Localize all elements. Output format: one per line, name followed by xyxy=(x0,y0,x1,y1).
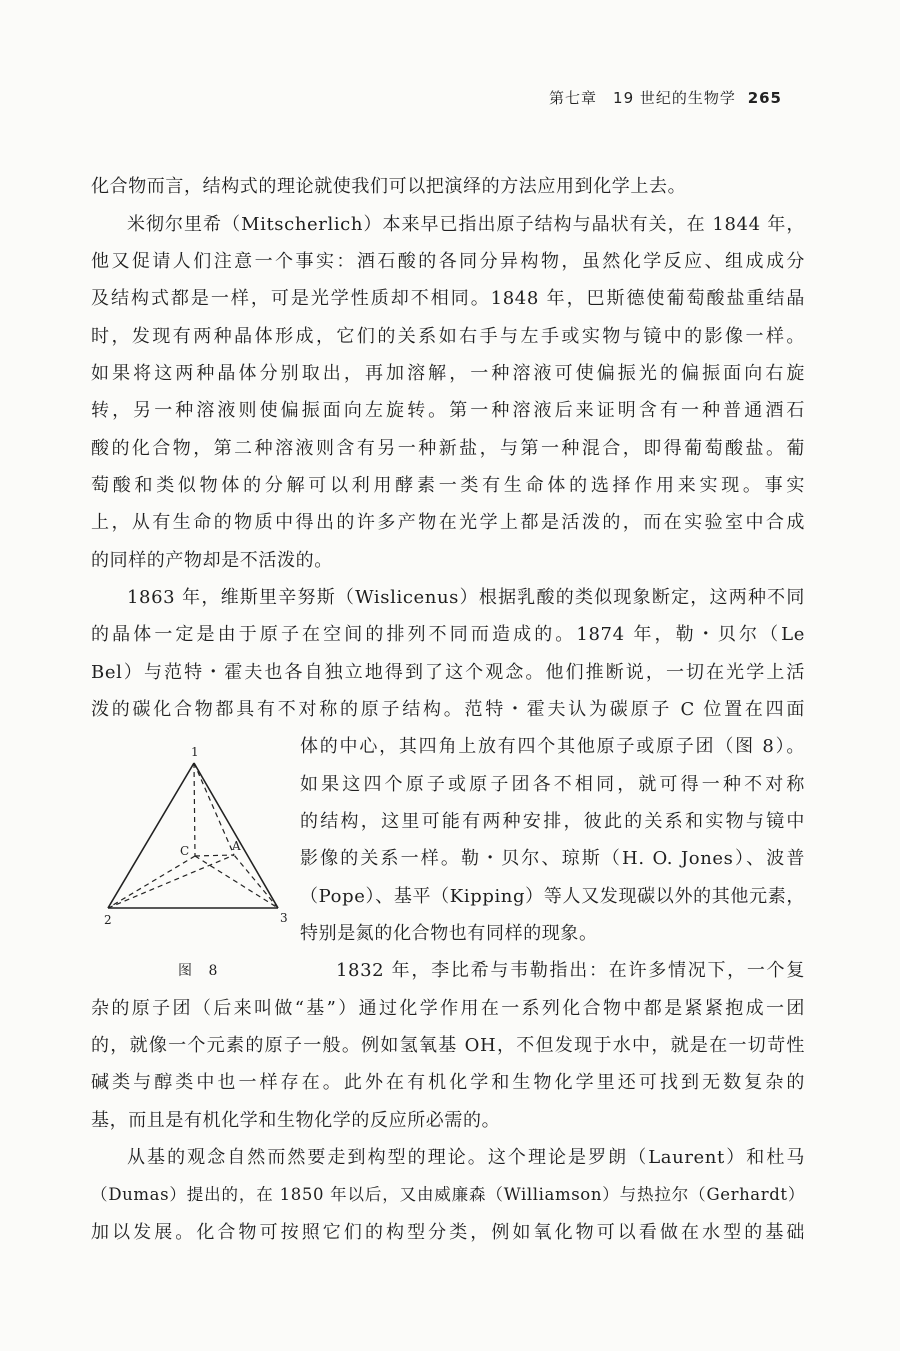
text-line: 米彻尔里希（Mitscherlich）本来早已指出原子结构与晶状有关，在 1844 年， xyxy=(127,214,805,235)
text-line: 1863 年，维斯里辛努斯（Wislicenus）根据乳酸的类似现象断定，这两种不同 xyxy=(127,587,805,608)
vertex-label-1: 1 xyxy=(191,745,199,759)
tetrahedron-figure xyxy=(100,738,300,928)
dashed-edge-c-a xyxy=(195,855,234,856)
tetrahedron-diagram xyxy=(100,738,300,928)
text-line: 如果将这两种晶体分别取出，再加溶解，一种溶液可使偏振光的偏振面向右旋 xyxy=(91,363,805,384)
dashed-edge-2-a xyxy=(108,855,234,908)
dashed-edge-3-a xyxy=(234,855,278,908)
text-line: 基，而且是有机化学和生物化学的反应所必需的。 xyxy=(91,1110,501,1131)
text-line: 酸的化合物，第二种溶液则含有另一种新盐，与第一种混合，即得葡萄酸盐。葡 xyxy=(91,438,805,459)
running-header xyxy=(549,87,782,108)
text-line: （Dumas）提出的，在 1850 年以后，又由威廉森（Williamson）与热拉尔（Gerhardt） xyxy=(91,1185,805,1204)
text-line: 碱类与醇类中也一样存在。此外在有机化学和生物化学里还可找到无数复杂的 xyxy=(91,1072,805,1093)
text-line: 加以发展。化合物可按照它们的构型分类，例如氧化物可以看做在水型的基础 xyxy=(91,1222,805,1243)
edge-1-3 xyxy=(194,763,278,908)
vertex-label-3: 3 xyxy=(280,911,288,925)
text-line: 的晶体一定是由于原子在空间的排列不同而造成的。1874 年，勒・贝尔（Le xyxy=(91,624,805,645)
text-line: Bel）与范特・霍夫也各自独立地得到了这个观念。他们推断说，一切在光学上活 xyxy=(91,662,805,683)
vertex-label-a: A xyxy=(232,839,241,853)
dashed-edge-1-a xyxy=(194,763,234,855)
vertex-label-2: 2 xyxy=(104,913,112,927)
text-line: （Pope）、基平（Kipping）等人又发现碳以外的其他元素， xyxy=(300,886,805,907)
text-line: 特别是氮的化合物也有同样的现象。 xyxy=(300,923,598,944)
edge-1-2 xyxy=(108,763,194,908)
text-line: 转，另一种溶液则使偏振面向左旋转。第一种溶液后来证明含有一种普通酒石 xyxy=(91,400,805,421)
text-line: 的，就像一个元素的原子一般。例如氢氧基 OH，不但发现于水中，就是在一切苛性 xyxy=(91,1035,805,1056)
text-line: 上，从有生命的物质中得出的许多产物在光学上都是活泼的，而在实验室中合成 xyxy=(91,512,805,533)
dashed-edge-c-3 xyxy=(195,856,278,908)
text-line: 时，发现有两种晶体形成，它们的关系如右手与左手或实物与镜中的影像一样。 xyxy=(91,326,805,347)
dashed-edge-1-c xyxy=(194,763,195,856)
text-line: 萄酸和类似物体的分解可以利用酵素一类有生命体的选择作用来实现。事实 xyxy=(91,475,805,496)
text-line: 从基的观念自然而然要走到构型的理论。这个理论是罗朗（Laurent）和杜马 xyxy=(127,1147,805,1168)
text-line: 如果这四个原子或原子团各不相同，就可得一种不对称 xyxy=(300,774,805,795)
text-line: 1832 年，李比希与韦勒指出：在许多情况下，一个复 xyxy=(336,960,805,981)
dashed-edge-c-2 xyxy=(108,856,195,908)
text-line: 化合物而言，结构式的理论就使我们可以把演绎的方法应用到化学上去。 xyxy=(91,176,687,197)
text-line: 影像的关系一样。勒・贝尔、琼斯（H. O. Jones）、波普 xyxy=(300,848,805,869)
text-line: 的同样的产物却是不活泼的。 xyxy=(91,550,333,571)
figure-caption: 图 8 xyxy=(178,963,224,979)
text-line: 泼的碳化合物都具有不对称的原子结构。范特・霍夫认为碳原子 C 位置在四面 xyxy=(91,699,805,720)
page-number: 265 xyxy=(747,89,782,107)
text-line: 的结构，这里可能有两种安排，彼此的关系和实物与镜中 xyxy=(300,811,805,832)
text-line: 及结构式都是一样，可是光学性质却不相同。1848 年，巴斯德使葡萄酸盐重结晶 xyxy=(91,288,805,309)
text-line: 他又促请人们注意一个事实：酒石酸的各同分异构物，虽然化学反应、组成成分 xyxy=(91,251,805,272)
text-line: 杂的原子团（后来叫做“基”）通过化学作用在一系列化合物中都是紧紧抱成一团 xyxy=(91,998,805,1019)
chapter-title: 第七章 19 世纪的生物学 xyxy=(549,89,736,107)
center-label-c: C xyxy=(180,844,190,858)
text-line: 体的中心，其四角上放有四个其他原子或原子团（图 8）。 xyxy=(300,736,805,757)
